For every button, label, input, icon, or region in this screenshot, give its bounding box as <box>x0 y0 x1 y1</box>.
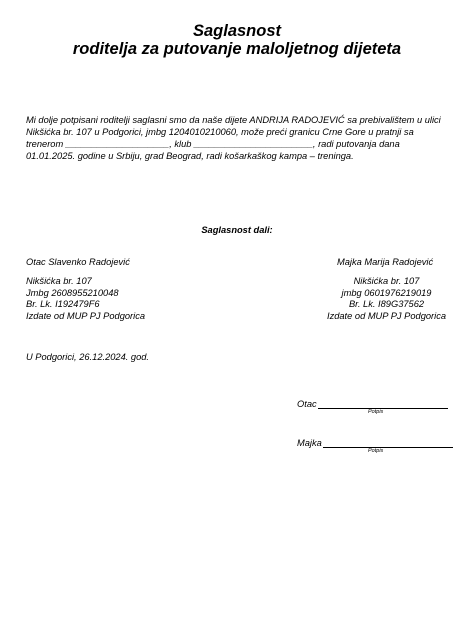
mother-issued: Izdate od MUP PJ Podgorica <box>326 310 447 321</box>
document-subtitle: roditelja za putovanje maloljetnog dijeteta <box>72 40 402 58</box>
father-jmbg: Jmbg 2608955210048 <box>26 287 119 298</box>
mother-jmbg: jmbg 0601976219019 <box>341 287 432 298</box>
father-details <box>26 276 145 322</box>
mother-signature-label: Majka <box>297 438 322 448</box>
consent-heading: Saglasnost dali: <box>201 225 273 235</box>
father-signature-field[interactable] <box>297 398 448 409</box>
father-potpis-label: Potpis <box>368 409 384 415</box>
mother-header: Majka Marija Radojević <box>337 257 434 267</box>
document-title: Saglasnost <box>192 22 282 40</box>
father-issued: Izdate od MUP PJ Podgorica <box>26 310 146 321</box>
father-signature-label: Otac <box>297 399 317 409</box>
mother-address: Nikšićka br. 107 <box>353 276 420 286</box>
mother-potpis-label: Potpis <box>368 448 384 454</box>
paragraph-line: trenerom ____________________, klub _______________________, radi putovanja dana <box>26 139 400 149</box>
mother-signature-line[interactable] <box>323 437 453 448</box>
paragraph-line: 01.01.2025. godine u Srbiju, grad Beograd, radi košarkaškog kampa – treninga. <box>26 151 354 161</box>
father-signature-line[interactable] <box>318 398 448 409</box>
paragraph-line: Nikšićka br. 107 u Podgorici, jmbg 1204010210060, može preći granicu Crne Gore u pratnji sa <box>26 127 414 137</box>
father-id-card: Br. Lk. I192479F6 <box>26 299 100 309</box>
mother-id-card: Br. Lk. I89G37562 <box>348 299 425 309</box>
mother-details <box>326 276 447 322</box>
paragraph-line: Mi dolje potpisani roditelji saglasni smo da naše dijete ANDRIJA RADOJEVIĆ sa prebivalištem u ulici <box>26 115 441 125</box>
place-date: U Podgorici, 26.12.2024. god. <box>26 352 150 362</box>
mother-signature-field[interactable] <box>297 437 453 448</box>
consent-paragraph <box>26 114 451 162</box>
father-header: Otac Slavenko Radojević <box>26 257 130 267</box>
father-address: Nikšićka br. 107 <box>26 276 92 286</box>
